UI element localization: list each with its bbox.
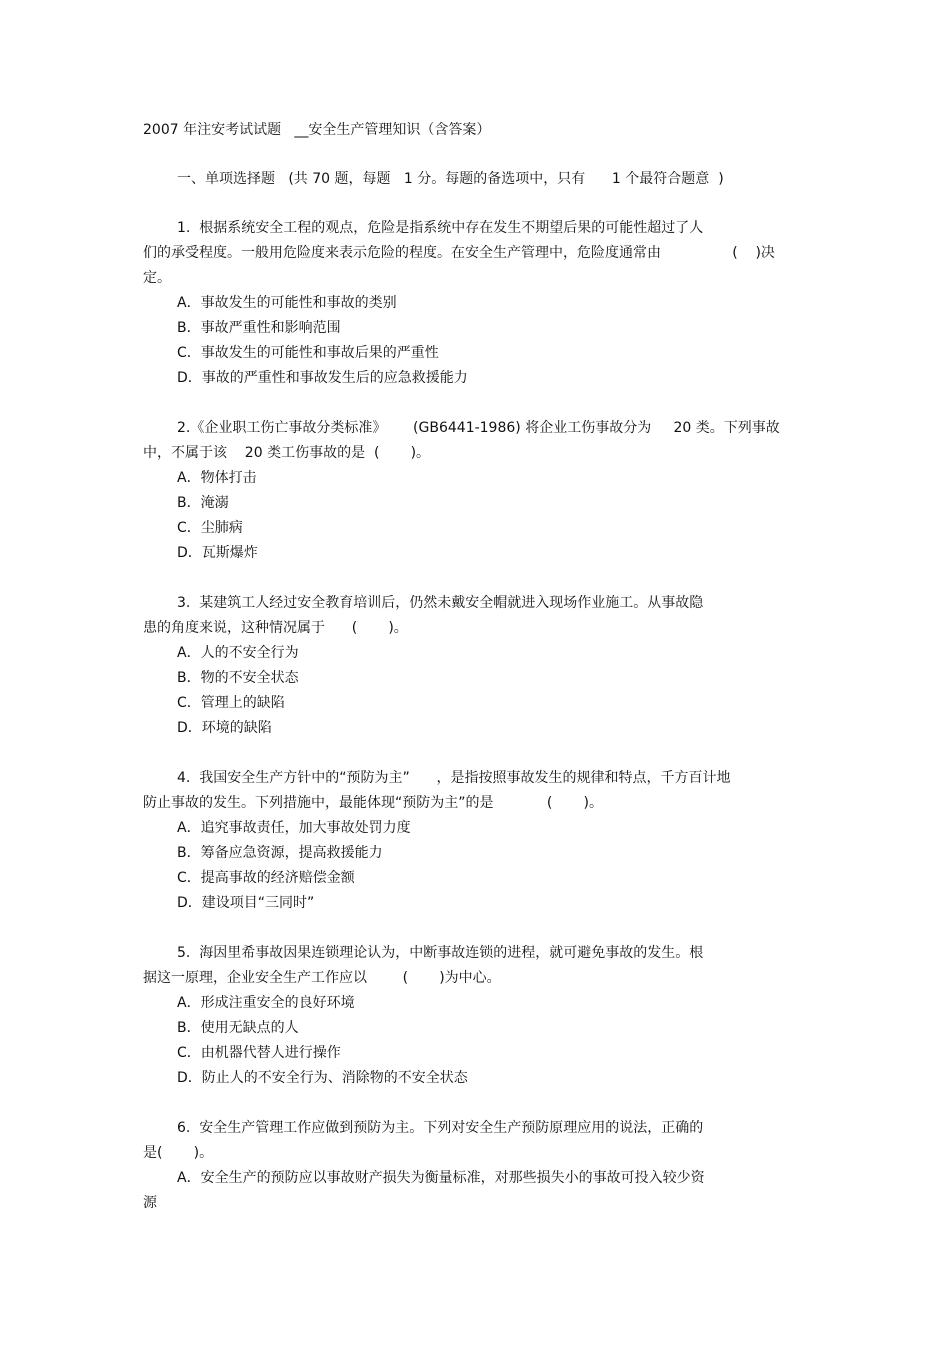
question-6-option-a: A．安全生产的预防应以事故财产损失为衡量标准，对那些损失小的事故可投入较少资 [177, 1170, 705, 1186]
question-4-option-a: A．追究事故责任，加大事故处罚力度 [177, 820, 411, 836]
question-1-option-c: C．事故发生的可能性和事故后果的严重性 [177, 345, 439, 361]
document-title: 2007 年注安考试试题 __安全生产管理知识（含答案） [143, 122, 491, 138]
question-4-line-2: 防止事故的发生。下列措施中，最能体现“预防为主”的是 ( )。 [143, 795, 603, 811]
question-1-line-2: 们的承受程度。一般用危险度来表示危险的程度。在安全生产管理中，危险度通常由 ( )决 [143, 245, 775, 261]
question-4-option-c: C．提高事故的经济赔偿金额 [177, 870, 355, 886]
question-5-option-b: B．使用无缺点的人 [177, 1020, 299, 1036]
question-2-option-b: B．淹溺 [177, 495, 229, 511]
question-2-line-1: 2.《企业职工伤亡事故分类标准》 (GB6441-1986) 将企业工伤事故分为 20 类。下列事故 [177, 420, 780, 436]
question-2-option-a: A．物体打击 [177, 470, 257, 486]
question-1-option-d: D．事故的严重性和事故发生后的应急救援能力 [177, 370, 468, 386]
question-3-option-a: A．人的不安全行为 [177, 645, 299, 661]
question-2-line-2: 中，不属于该 20 类工伤事故的是 ( )。 [143, 445, 431, 461]
question-1-line-1: 1. 根据系统安全工程的观点，危险是指系统中存在发生不期望后果的可能性超过了人 [177, 220, 704, 236]
question-4-option-b: B．筹备应急资源，提高救援能力 [177, 845, 383, 861]
question-4-option-d: D．建设项目“三同时” [177, 895, 315, 911]
question-6-line-1: 6. 安全生产管理工作应做到预防为主。下列对安全生产预防原理应用的说法，正确的 [177, 1120, 704, 1136]
question-6-line-2: 是( )。 [143, 1145, 214, 1161]
question-1-line-3: 定。 [143, 270, 171, 286]
question-3-option-d: D．环境的缺陷 [177, 720, 272, 736]
question-5-line-2: 据这一原理，企业安全生产工作应以 ( )为中心。 [143, 970, 501, 986]
question-5-option-d: D．防止人的不安全行为、消除物的不安全状态 [177, 1070, 468, 1086]
question-1-option-a: A．事故发生的可能性和事故的类别 [177, 295, 397, 311]
question-4-line-1: 4. 我国安全生产方针中的“预防为主” ，是指按照事故发生的规律和特点，千方百计地 [177, 770, 731, 786]
question-1-option-b: B．事故严重性和影响范围 [177, 320, 341, 336]
question-5-line-1: 5. 海因里希事故因果连锁理论认为，中断事故连锁的进程，就可避免事故的发生。根 [177, 945, 704, 961]
question-3-line-1: 3. 某建筑工人经过安全教育培训后，仍然未戴安全帽就进入现场作业施工。从事故隐 [177, 595, 704, 611]
question-6-option-a-cont: 源 [143, 1195, 157, 1211]
question-3-option-b: B．物的不安全状态 [177, 670, 299, 686]
question-3-line-2: 患的角度来说，这种情况属于 ( )。 [143, 620, 408, 636]
question-2-option-d: D．瓦斯爆炸 [177, 545, 258, 561]
question-2-option-c: C．尘肺病 [177, 520, 243, 536]
question-3-option-c: C．管理上的缺陷 [177, 695, 285, 711]
section-heading: 一、单项选择题 (共 70 题，每题 1 分。每题的备选项中，只有 1 个最符合题意 ) [177, 171, 724, 187]
question-5-option-c: C．由机器代替人进行操作 [177, 1045, 341, 1061]
question-5-option-a: A．形成注重安全的良好环境 [177, 995, 355, 1011]
